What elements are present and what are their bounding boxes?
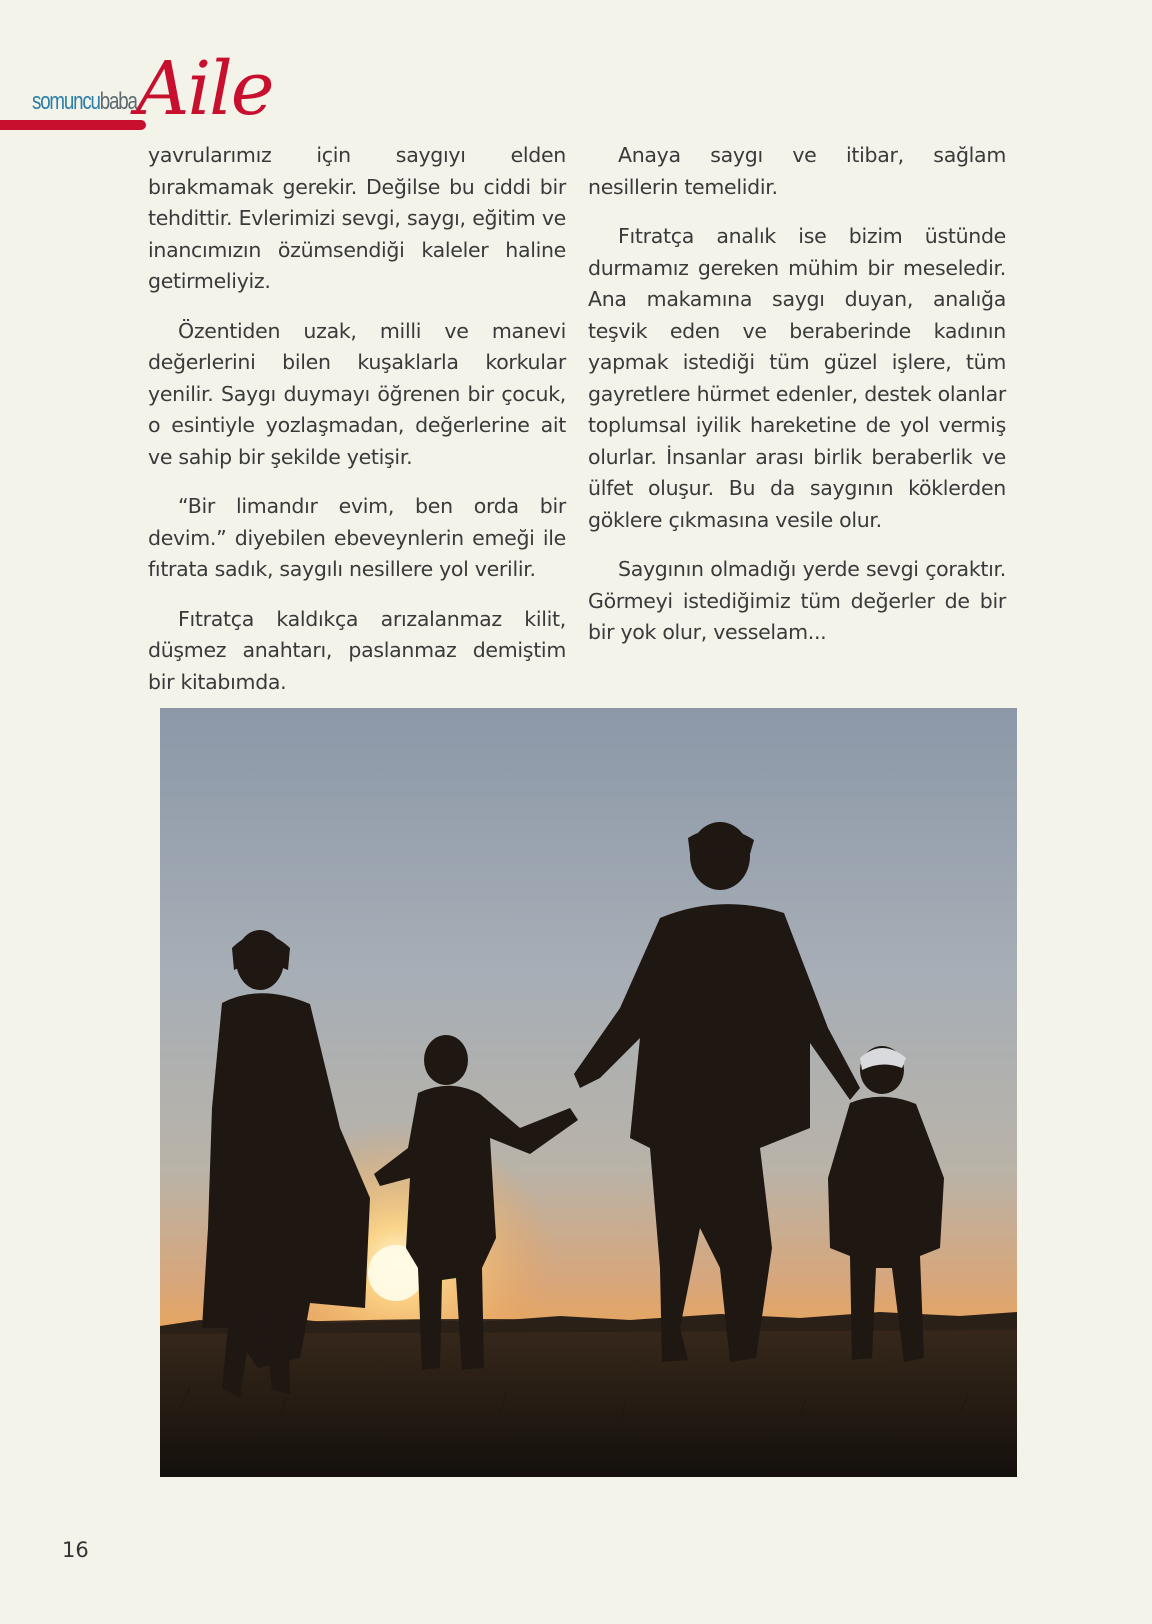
section-script-title: Aile: [136, 46, 273, 132]
right-paragraph-3: Saygının olmadığı yerde sevgi çoraktır. Görmeyi istediğimiz tüm değerler de bir bir yok olur, vesselam...: [588, 557, 1006, 644]
left-paragraph-2: Özentiden uzak, milli ve manevi değerlerini bilen kuşaklarla korkular yenilir. Saygı duymayı öğrenen bir çocuk, o esintiyle yozlaşmadan, değerlerine ait ve sahip bir şekilde yetişir.: [148, 318, 566, 469]
brand-part-1: somuncu: [32, 88, 100, 115]
masthead-red-rule: [0, 120, 146, 130]
left-paragraph-1: yavrularımız için saygıyı elden bırakmamak gerekir. Değilse bu ciddi bir tehdittir. Evlerimizi sevgi, saygı, eğitim ve inancımızın özümsendiği kaleler haline getirmeliyiz.: [148, 143, 566, 293]
brand-part-2: baba: [99, 88, 137, 115]
left-paragraph-3: “Bir limandır evim, ben orda bir devim.” diyebilen ebeveynlerin emeği ile fıtrata sadık, saygılı nesillere yol verilir.: [148, 494, 566, 581]
right-paragraph-2: Fıtratça analık ise bizim üstünde durmamız gereken mühim bir meseledir. Ana makamına saygı duyan, analığa teşvik eden ve beraberinde kadının yapmak istediği tüm güzel işlere, tüm gayretlere hürmet edenler, destek olanlar toplumsal iyilik hareketine de yol vermiş olurlar. İnsanlar arası birlik beraberlik ve ülfet oluşur. Bu da saygının köklerden göklere çıkmasına vesile olur.: [588, 224, 1006, 532]
right-text-column: [588, 140, 1006, 667]
brand-wordmark: [32, 88, 137, 116]
page-number: 16: [62, 1538, 89, 1562]
left-text-column: [148, 140, 566, 716]
masthead: [0, 30, 273, 132]
right-paragraph-1: Anaya saygı ve itibar, sağlam nesillerin temelidir.: [588, 143, 1006, 199]
family-silhouette-sunset-photo: [160, 708, 1017, 1477]
left-paragraph-4: Fıtratça kaldıkça arızalanmaz kilit, düşmez anahtarı, paslanmaz demiştim bir kitabımda.: [148, 606, 566, 694]
